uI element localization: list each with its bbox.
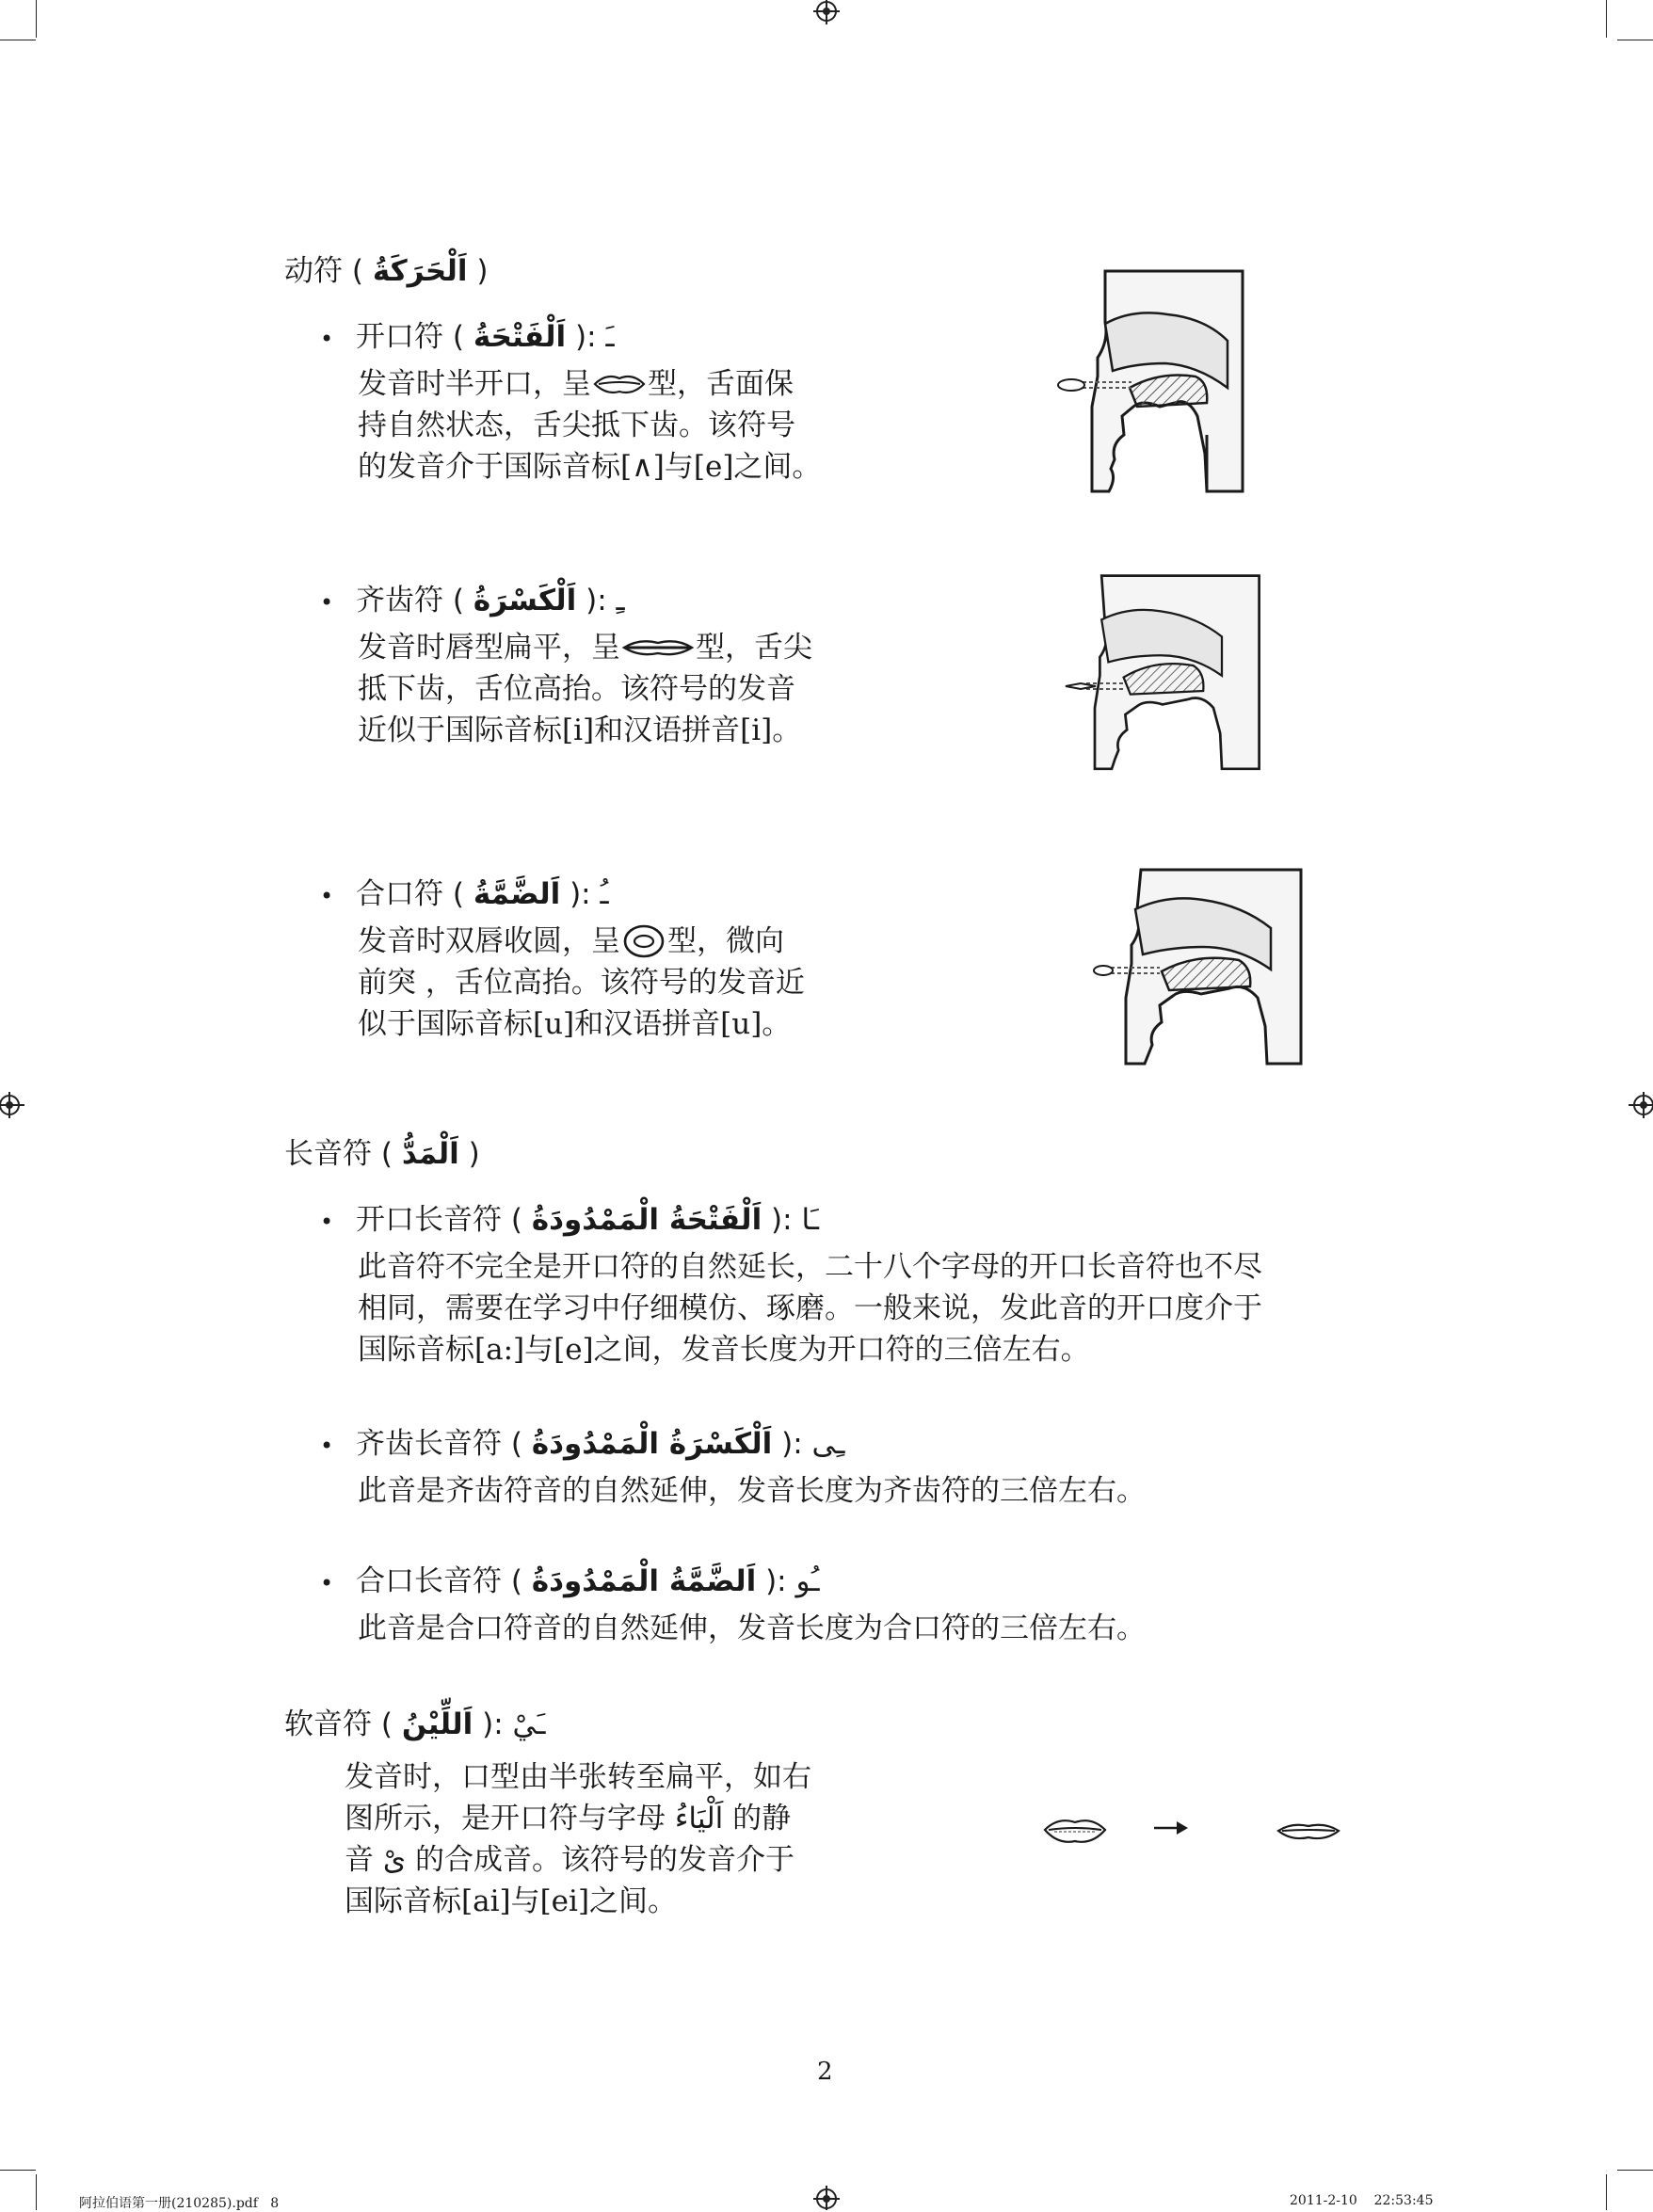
item-damma-long-text: 此音是合口符音的自然延伸，发音长度为合口符的三倍左右。: [358, 1611, 1146, 1645]
crop-mark: [1617, 2170, 1653, 2171]
lin-text: 发音时，口型由半张转至扁平，如右 图所示，是开口符与字母 اَلْيَاءُ 的静 音 ىْ 的合成音。该符号的发音介于 国际音标[ai]与[ei]之间。: [345, 1760, 811, 1918]
item-arabic: اَلْكَسْرَةُ الْمَمْدُودَةُ: [531, 1427, 773, 1461]
footer-timestamp: 2011-2-10 22:53:45: [1290, 2193, 1434, 2208]
diacritic-mark: ـَا: [801, 1203, 819, 1237]
lips-round-icon: [620, 922, 667, 960]
section-heading-madd: 长音符 ( اَلْمَدُّ ): [284, 1137, 480, 1171]
item-label: 合口符: [356, 877, 443, 911]
arabic-ya-name: اَلْيَاءُ: [674, 1802, 724, 1835]
item-label: 齐齿长音符: [356, 1427, 502, 1461]
vocal-tract-diagram-kasra: [1052, 572, 1269, 798]
item-kasra-title: • 齐齿符 ( اَلْكَسْرَةُ ): ـِ: [320, 584, 625, 617]
crop-mark: [36, 0, 37, 38]
item-label: 开口长音符: [356, 1203, 502, 1237]
diacritic-mark: ـِ: [616, 584, 625, 617]
bullet: •: [320, 326, 334, 352]
page-number: 2: [817, 2058, 833, 2086]
registration-mark-icon: [810, 2176, 843, 2210]
arabic-ya-sukun: ىْ: [382, 1843, 407, 1877]
item-label: 合口长音符: [356, 1564, 502, 1598]
bullet: •: [320, 589, 334, 616]
diacritic-mark: ـِى: [811, 1427, 845, 1461]
diacritic-mark: ـَيْ: [512, 1707, 546, 1741]
registration-mark-icon: [0, 1088, 34, 1122]
item-label: 齐齿符: [356, 584, 443, 617]
diacritic-mark: ـَ: [605, 320, 615, 354]
heading-label: 软音符: [284, 1707, 372, 1741]
item-damma-text: 发音时双唇收圆，呈 型，微向 前突 ，舌位高抬。该符号的发音近 似于国际音标[u]和汉语拼音[u]。: [358, 924, 805, 1041]
section-heading-lin: 软音符 ( اَللِّيْنُ ): ـَيْ: [284, 1707, 546, 1741]
item-kasra-text: 发音时唇型扁平，呈 型，舌尖 抵下齿，舌位高抬。该符号的发音 近似于国际音标[i]和汉语拼音[i]。: [358, 631, 812, 747]
item-arabic: اَلْفَتْحَةُ: [473, 320, 567, 354]
item-label: 开口符: [356, 320, 443, 354]
lips-half-open-icon: [1041, 1813, 1109, 1847]
bullet: •: [320, 1433, 334, 1459]
footer-file-info: 阿拉伯语第一册(210285).pdf 8: [79, 2196, 280, 2211]
item-fatha-text: 发音时半开口，呈 型，舌面保 持自然状态，舌尖抵下齿。该符号 的发音介于国际音标[∧]与[e]之间。: [358, 367, 822, 484]
registration-mark-icon: [1619, 1088, 1653, 1122]
item-fatha-title: • 开口符 ( اَلْفَتْحَةُ ): ـَ: [320, 320, 615, 354]
item-arabic: اَلْفَتْحَةُ الْمَمْدُودَةُ: [531, 1203, 762, 1237]
heading-arabic: اَلْحَرَكَةُ: [372, 254, 468, 288]
item-damma-title: • 合口符 ( اَلضَّمَّةُ ): ـُ: [320, 877, 609, 911]
heading-arabic: اَلْمَدُّ: [401, 1137, 459, 1171]
item-arabic: اَلضَّمَّةُ: [473, 877, 561, 911]
bullet: •: [320, 1570, 334, 1596]
item-damma-long-title: • 合口长音符 ( اَلضَّمَّةُ الْمَمْدُودَةُ ): ـُو: [320, 1564, 820, 1598]
crop-mark: [1606, 2174, 1607, 2210]
diacritic-mark: ـُو: [795, 1564, 820, 1598]
item-fatha-long-text: 此音符不完全是开口符的自然延长，二十八个字母的开口长音符也不尽 相同，需要在学习中仔细模仿、琢磨。一般来说，发此音的开口度介于 国际音标[a:]与[e]之间，发音长度为开口符的三倍左右。: [358, 1250, 1262, 1367]
crop-mark: [0, 2170, 36, 2171]
vocal-tract-diagram-damma: [1083, 866, 1308, 1082]
section-heading-haraka: 动符 ( اَلْحَرَكَةُ ): [284, 254, 489, 288]
item-arabic: اَلضَّمَّةُ الْمَمْدُودَةُ: [531, 1564, 757, 1598]
heading-label: 长音符: [284, 1137, 372, 1171]
crop-mark: [36, 2174, 37, 2210]
item-kasra-long-text: 此音是齐齿符音的自然延伸，发音长度为齐齿符的三倍左右。: [358, 1474, 1146, 1508]
registration-mark-icon: [810, 0, 843, 34]
vocal-tract-diagram-fatha: [1056, 265, 1273, 501]
lips-half-open-icon: [591, 371, 648, 397]
item-arabic: اَلْكَسْرَةُ: [473, 584, 577, 617]
arrow-right-icon: [1152, 1819, 1190, 1837]
lips-flat-icon: [1275, 1817, 1342, 1845]
item-fatha-long-title: • 开口长音符 ( اَلْفَتْحَةُ الْمَمْدُودَةُ ): ـَا: [320, 1203, 819, 1237]
bullet: •: [320, 883, 334, 909]
heading-label: 动符: [284, 254, 343, 288]
item-kasra-long-title: • 齐齿长音符 ( اَلْكَسْرَةُ الْمَمْدُودَةُ ): ـِى: [320, 1427, 845, 1461]
lips-flat-icon: [620, 634, 696, 661]
crop-mark: [1606, 0, 1607, 38]
bullet: •: [320, 1209, 334, 1235]
diacritic-mark: ـُ: [600, 877, 609, 911]
heading-arabic: اَللِّيْنُ: [401, 1707, 473, 1741]
